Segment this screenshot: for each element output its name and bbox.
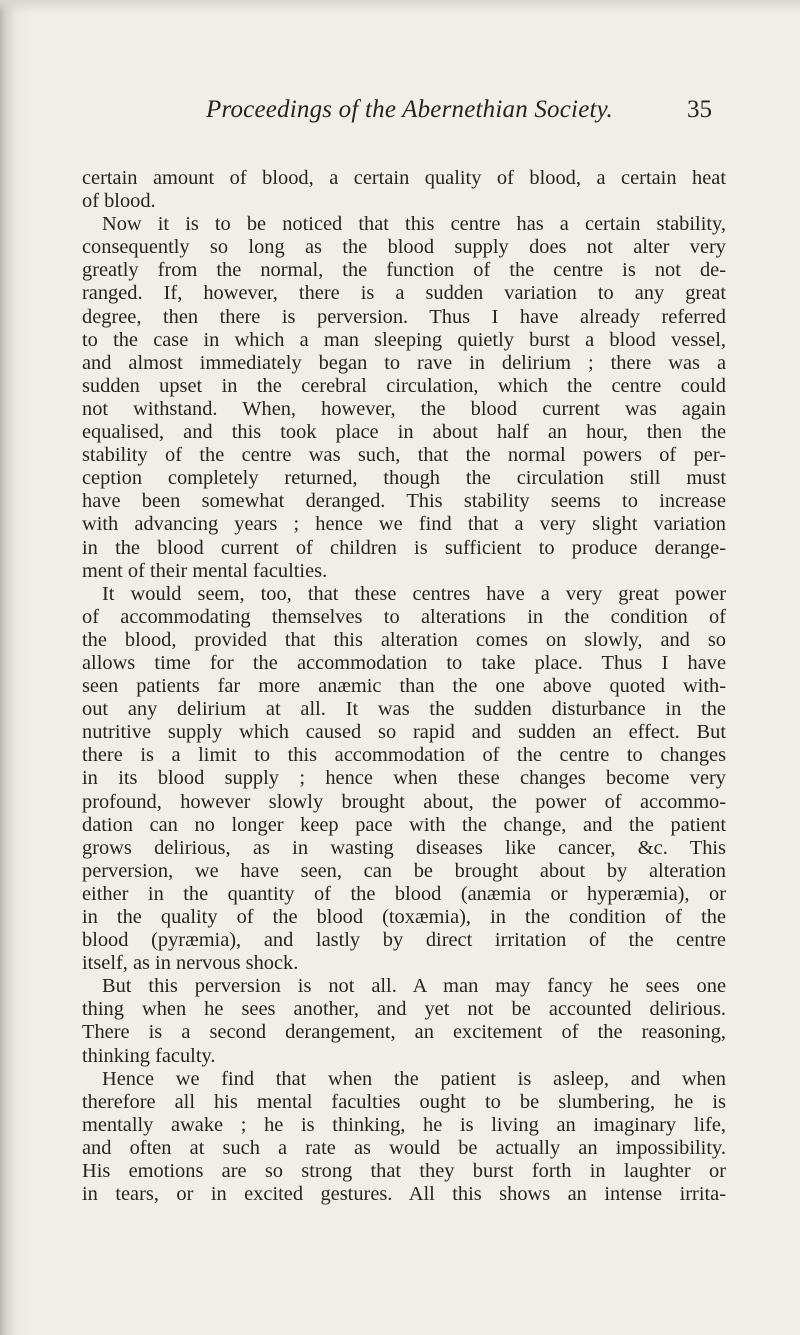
text-line: Now it is to be noticed that this centre has a certain stability, <box>102 213 726 236</box>
text-line: ment of their mental faculties. <box>82 559 328 582</box>
text-line: out any delirium at all. It was the sudden disturbance in the <box>82 698 726 721</box>
text-line: and often at such a rate as would be actually an impossibility. <box>82 1136 726 1159</box>
text-line: in the blood current of children is sufficient to produce derange- <box>82 536 726 559</box>
text-line: dation can no longer keep pace with the change, and the patient <box>82 813 726 836</box>
text-line: ception completely returned, though the circulation still must <box>82 467 726 490</box>
text-line: either in the quantity of the blood (anæmia or hyperæmia), or <box>82 882 726 905</box>
text-line: in the quality of the blood (toxæmia), in the condition of the <box>82 906 726 928</box>
body-text <box>82 167 726 1206</box>
text-line: with advancing years ; hence we find that a very slight variation <box>82 513 726 536</box>
text-line: greatly from the normal, the function of the centre is not de- <box>82 259 726 282</box>
text-line: There is a second derangement, an excitement of the reasoning, <box>82 1021 726 1044</box>
text-line: there is a limit to this accommodation of the centre to changes <box>82 744 726 767</box>
text-line: degree, then there is perversion. Thus I have already referred <box>82 305 726 328</box>
text-line: sudden upset in the cerebral circulation, which the centre could <box>82 374 726 397</box>
text-line: to the case in which a man sleeping quietly burst a blood vessel, <box>82 328 726 351</box>
text-line: itself, as in nervous shock. <box>82 952 299 975</box>
text-line: the blood, provided that this alteration comes on slowly, and so <box>82 628 726 651</box>
text-line: mentally awake ; he is thinking, he is living an imaginary life, <box>82 1113 726 1136</box>
running-title: Proceedings of the Abernethian Society. <box>206 96 614 123</box>
text-line: Hence we find that when the patient is asleep, and when <box>102 1067 726 1090</box>
text-line: thinking faculty. <box>82 1044 216 1067</box>
text-line: in its blood supply ; hence when these changes become very <box>82 767 726 790</box>
text-line: certain amount of blood, a certain quality of blood, a certain heat <box>82 167 726 189</box>
text-line: allows time for the accommodation to take place. Thus I have <box>82 651 726 674</box>
text-line: But this perversion is not all. A man may fancy he sees one <box>102 975 726 998</box>
text-line: have been somewhat deranged. This stability seems to increase <box>82 490 726 513</box>
text-line: of blood. <box>82 190 156 213</box>
text-line: in tears, or in excited gestures. All this shows an intense irrita- <box>82 1183 726 1206</box>
page-number: 35 <box>687 96 712 123</box>
text-line: nutritive supply which caused so rapid and sudden an effect. But <box>82 721 726 744</box>
text-line: therefore all his mental faculties ought to be slumbering, he is <box>82 1090 726 1113</box>
text-line: grows delirious, as in wasting diseases like cancer, &c. This <box>82 836 726 859</box>
running-head <box>0 96 800 128</box>
text-line: of accommodating themselves to alterations in the condition of <box>82 605 726 628</box>
text-line: consequently so long as the blood supply does not alter very <box>82 236 726 259</box>
text-line: It would seem, too, that these centres have a very great power <box>102 582 726 605</box>
text-line: equalised, and this took place in about half an hour, then the <box>82 421 726 444</box>
text-line: His emotions are so strong that they burst forth in laughter or <box>82 1160 726 1183</box>
text-line: seen patients far more anæmic than the one above quoted with- <box>82 675 726 698</box>
text-line: stability of the centre was such, that the normal powers of per- <box>82 444 726 467</box>
text-line: blood (pyræmia), and lastly by direct irritation of the centre <box>82 929 726 952</box>
text-line: profound, however slowly brought about, the power of accommo- <box>82 790 726 813</box>
text-line: perversion, we have seen, can be brought about by alteration <box>82 859 726 882</box>
text-line: and almost immediately began to rave in delirium ; there was a <box>82 351 726 374</box>
text-line: thing when he sees another, and yet not be accounted delirious. <box>82 998 726 1021</box>
text-line: ranged. If, however, there is a sudden variation to any great <box>82 282 726 305</box>
text-line: not withstand. When, however, the blood current was again <box>82 397 726 420</box>
